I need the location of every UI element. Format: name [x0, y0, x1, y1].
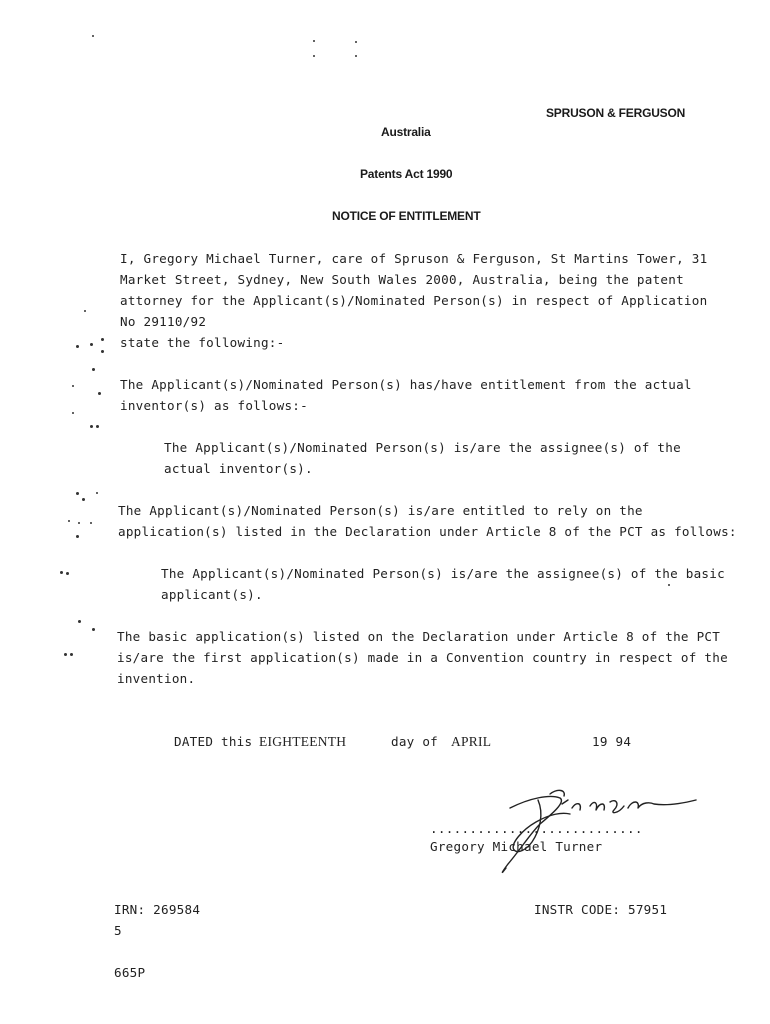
form-code: 665P [114, 965, 146, 980]
scan-speck [96, 492, 98, 494]
assignee-basic-line: applicant(s). [161, 587, 263, 602]
scan-speck [72, 385, 74, 387]
intro-paragraph [120, 248, 707, 332]
intro-line: No 29110/92 [120, 314, 207, 329]
country: Australia [381, 125, 431, 139]
entitlement-paragraph [120, 374, 692, 416]
state-line: state the following:- [120, 335, 285, 350]
scan-speck [98, 392, 101, 395]
scan-speck [76, 345, 79, 348]
intro-line: Market Street, Sydney, New South Wales 2000, Australia, being the patent [120, 272, 684, 287]
scan-speck [64, 653, 67, 656]
scan-speck [72, 412, 74, 414]
scan-speck [101, 338, 104, 341]
scan-speck [668, 584, 670, 586]
assignee-inventor-paragraph [164, 437, 681, 479]
intro-line: attorney for the Applicant(s)/Nominated Person(s) in respect of Application [120, 293, 708, 308]
scan-speck [92, 35, 94, 37]
scan-speck [90, 522, 92, 524]
basic-application-paragraph [117, 626, 728, 689]
scan-speck [92, 628, 95, 631]
rely-paragraph [118, 500, 737, 542]
dated-day-of: day of [391, 734, 438, 749]
scan-speck [60, 571, 63, 574]
scan-speck [78, 522, 80, 524]
signatory-name: Gregory Michael Turner [430, 839, 603, 854]
dated-year: 19 94 [592, 734, 632, 749]
scan-speck [92, 368, 95, 371]
basic-line: invention. [117, 671, 196, 686]
scan-speck [313, 55, 315, 57]
scan-speck [313, 40, 315, 42]
scan-speck [101, 350, 104, 353]
scan-speck [76, 535, 79, 538]
assignee-inventor-line: The Applicant(s)/Nominated Person(s) is/are the assignee(s) of the [164, 440, 681, 455]
scan-speck [90, 343, 93, 346]
signature-dots: ........................... [430, 821, 643, 836]
scan-speck [355, 55, 357, 57]
scan-speck [82, 498, 85, 501]
assignee-basic-line: The Applicant(s)/Nominated Person(s) is/are the assignee(s) of the basic [161, 566, 725, 581]
assignee-basic-paragraph [161, 563, 725, 605]
entitlement-line: The Applicant(s)/Nominated Person(s) has/have entitlement from the actual [120, 377, 692, 392]
rely-line: The Applicant(s)/Nominated Person(s) is/are entitled to rely on the [118, 503, 643, 518]
scan-speck [76, 492, 79, 495]
act-title: Patents Act 1990 [360, 167, 453, 181]
scan-speck [68, 520, 70, 522]
dated-prefix: DATED this [174, 734, 253, 749]
scan-speck [70, 653, 73, 656]
dated-day: EIGHTEENTH [259, 734, 347, 749]
scan-speck [96, 425, 99, 428]
basic-line: The basic application(s) listed on the Declaration under Article 8 of the PCT [117, 629, 721, 644]
rely-line: application(s) listed in the Declaration under Article 8 of the PCT as follows: [118, 524, 737, 539]
page-number: 5 [114, 923, 122, 938]
assignee-inventor-line: actual inventor(s). [164, 461, 313, 476]
intro-line: I, Gregory Michael Turner, care of Spruson & Ferguson, St Martins Tower, 31 [120, 251, 708, 266]
dated-month: APRIL [451, 734, 492, 749]
irn-number: IRN: 269584 [114, 902, 201, 917]
scan-speck [90, 425, 93, 428]
instr-code: INSTR CODE: 57951 [534, 902, 668, 917]
scan-speck [66, 572, 69, 575]
scan-speck [84, 310, 86, 312]
document-title: NOTICE OF ENTITLEMENT [332, 209, 481, 223]
entitlement-line: inventor(s) as follows:- [120, 398, 308, 413]
basic-line: is/are the first application(s) made in a Convention country in respect of the [117, 650, 728, 665]
scan-speck [355, 41, 357, 43]
firm-name: SPRUSON & FERGUSON [546, 106, 686, 120]
scan-speck [78, 620, 81, 623]
